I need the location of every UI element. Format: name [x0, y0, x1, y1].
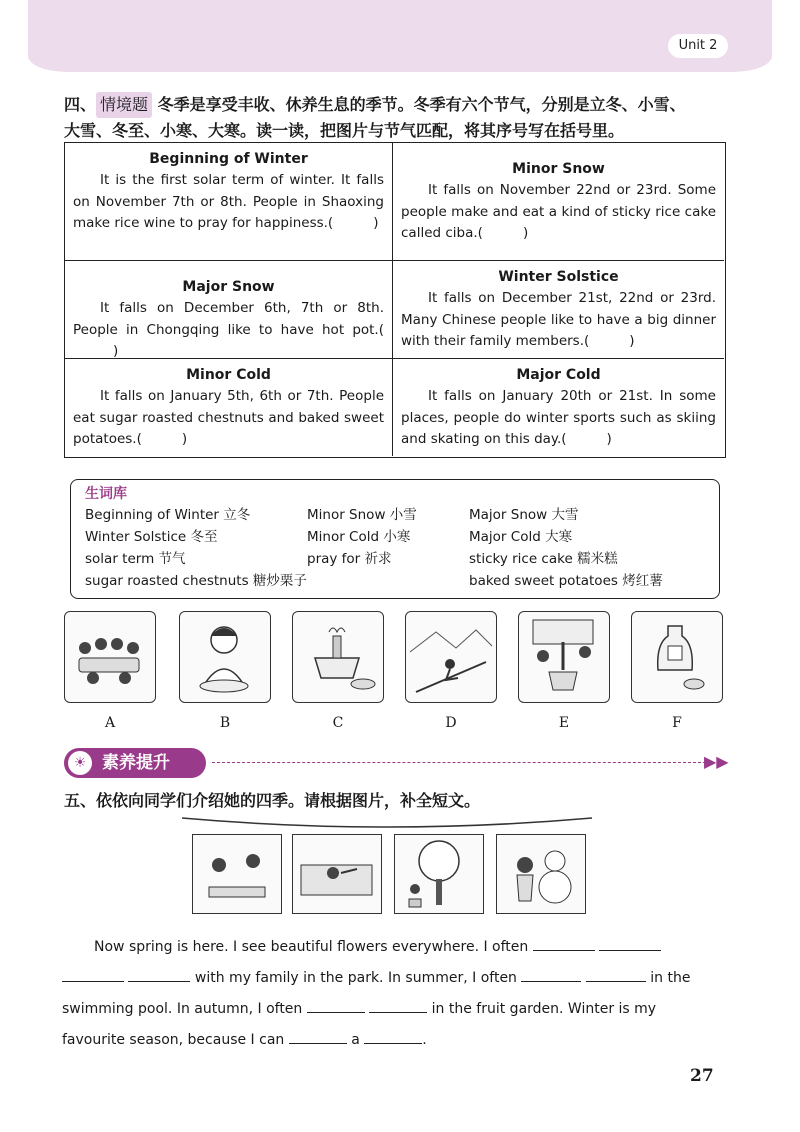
- term-title: Winter Solstice: [498, 269, 619, 285]
- divider: [212, 762, 706, 763]
- vocab-item: Beginning of Winter 立冬: [85, 507, 251, 523]
- term-cell: Beginning of Winter It is the first solar term of winter. It falls on November 7th or 8th. People in Shaoxing make rice wine to pray for happiness.( ): [65, 143, 393, 261]
- spring-picnic-icon: [192, 834, 282, 914]
- term-cell: Minor Cold It falls on January 5th, 6th or 7th. People eat sugar roasted chestnuts and baked sweet potatoes.( ): [65, 359, 393, 456]
- picture-label: C: [332, 715, 344, 731]
- rice-wine-icon: [631, 611, 723, 703]
- double-arrow-icon: ▶▶: [704, 752, 729, 771]
- section4-heading: [64, 92, 686, 118]
- vocab-item: Minor Snow 小雪: [307, 507, 417, 523]
- picture-label: E: [558, 715, 570, 731]
- fill-in-passage: Now spring is here. I see beautiful flowers everywhere. I often with my family in the park. In summer, I often in the swimming pool. In autumn, I often in the fruit garden. Winter is my favourite season, because I can a .: [62, 932, 722, 1056]
- term-text: It falls on November 22nd or 23rd. Some people make and eat a kind of sticky rice cake called ciba.(: [401, 182, 716, 241]
- term-text: It falls on December 21st, 22nd or 23rd. Many Chinese people like to have a big dinner with their family members.(: [401, 290, 716, 349]
- literacy-boost-banner: [64, 748, 206, 778]
- answer-blank[interactable]: [128, 967, 190, 982]
- term-title: Beginning of Winter: [149, 151, 308, 167]
- family-dinner-icon: [64, 611, 156, 703]
- term-title: Minor Cold: [186, 367, 271, 383]
- picture-label: D: [445, 715, 457, 731]
- winter-snowman-icon: [496, 834, 586, 914]
- picture-label: A: [104, 715, 116, 731]
- vocab-item: sticky rice cake 糯米糕: [469, 551, 618, 567]
- term-cell: Winter Solstice It falls on December 21st, 22nd or 23rd. Many Chinese people like to have a big dinner with their family members.( ): [393, 261, 724, 359]
- answer-blank[interactable]: [586, 967, 646, 982]
- vocab-title: 生词库: [85, 486, 127, 502]
- vocab-item: Winter Solstice 冬至: [85, 529, 218, 545]
- header-banner: [28, 0, 772, 72]
- unit-label: Unit 2: [668, 34, 728, 58]
- section5-instruction: 五、依依向同学们介绍她的四季。请根据图片，补全短文。: [64, 791, 481, 810]
- lightbulb-icon: ☀: [68, 751, 92, 775]
- answer-blank[interactable]: [364, 1029, 422, 1044]
- term-cell: Major Snow It falls on December 6th, 7th or 8th. People in Chongqing like to have hot pot.(): [65, 261, 393, 359]
- hot-pot-icon: [292, 611, 384, 703]
- term-title: Major Snow: [182, 279, 275, 295]
- term-text: It is the first solar term of winter. It falls on November 7th or 8th. People in Shaoxing make rice wine to pray for happiness.(: [73, 172, 384, 231]
- term-text: It falls on December 6th, 7th or 8th. People in Chongqing like to have hot pot.(: [73, 300, 384, 338]
- vocab-item: solar term 节气: [85, 551, 186, 567]
- vocab-item: Major Snow 大雪: [469, 507, 579, 523]
- solar-term-table: [64, 142, 726, 458]
- term-cell: Major Cold It falls on January 20th or 21st. In some places, people do winter sports such as skiing and skating on this day.( ): [401, 367, 716, 447]
- section-number: 四、: [64, 95, 97, 114]
- answer-blank[interactable]: [307, 998, 365, 1013]
- picture-row: [0, 611, 800, 736]
- instruction-line2: 大雪、冬至、小寒、大寒。读一读，把图片与节气匹配，将其序号写在括号里。: [64, 121, 625, 140]
- answer-blank[interactable]: [599, 936, 661, 951]
- picture-label: B: [219, 715, 231, 731]
- term-title: Minor Snow: [512, 161, 605, 177]
- vocab-item: [307, 570, 469, 592]
- boy-eating-icon: [179, 611, 271, 703]
- vocab-item: pray for 祈求: [307, 551, 392, 567]
- skiing-icon: [405, 611, 497, 703]
- vocab-item: Major Cold 大寒: [469, 529, 573, 545]
- vocab-item: baked sweet potatoes 烤红薯: [469, 573, 663, 589]
- term-title: Major Cold: [516, 367, 601, 383]
- page-number: 27: [690, 1066, 714, 1086]
- vocabulary-box: [70, 479, 720, 599]
- instruction-line1: 冬季是享受丰收、休养生息的季节。冬季有六个节气，分别是立冬、小雪、: [157, 95, 686, 114]
- vocab-grid: [85, 504, 705, 592]
- answer-blank[interactable]: [533, 936, 595, 951]
- term-text: It falls on January 20th or 21st. In some places, people do winter sports such as skiing and skating on this day.(: [401, 388, 716, 447]
- scenario-tag: 情境题: [96, 92, 152, 118]
- vocab-item: sugar roasted chestnuts 糖炒栗子: [85, 573, 307, 589]
- answer-blank[interactable]: [289, 1029, 347, 1044]
- answer-blank[interactable]: [369, 998, 427, 1013]
- summer-swimming-icon: [292, 834, 382, 914]
- term-cell: Minor Snow It falls on November 22nd or 23rd. Some people make and eat a kind of sticky rice cake called ciba.( ): [393, 143, 724, 261]
- making-ciba-icon: [518, 611, 610, 703]
- boost-label: 素养提升: [102, 753, 170, 773]
- season-pictures: [182, 812, 592, 932]
- autumn-picking-fruit-icon: [394, 834, 484, 914]
- picture-label: F: [672, 715, 682, 731]
- answer-blank[interactable]: [62, 967, 124, 982]
- answer-blank[interactable]: [521, 967, 581, 982]
- term-text: It falls on January 5th, 6th or 7th. People eat sugar roasted chestnuts and baked sweet potatoes.(: [73, 388, 384, 447]
- vocab-item: Minor Cold 小寒: [307, 529, 411, 545]
